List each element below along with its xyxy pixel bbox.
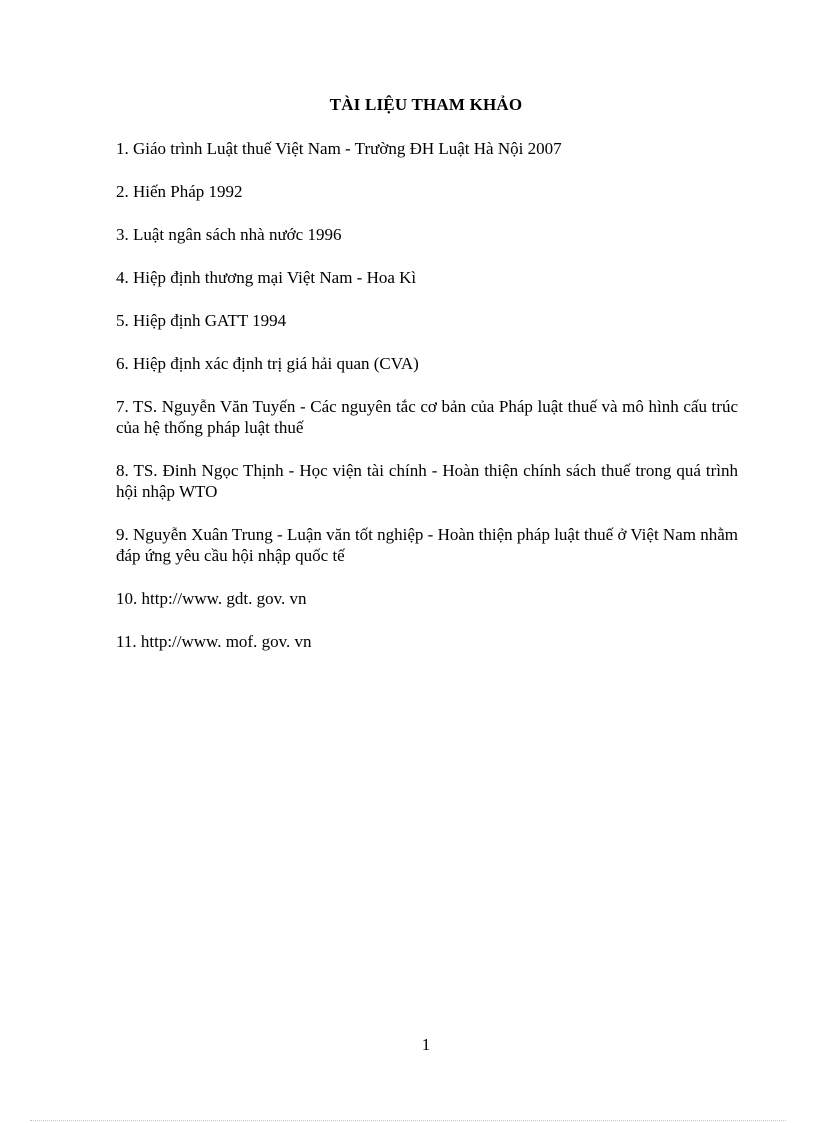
page-bottom-divider [30,1120,786,1121]
reference-item: 8. TS. Đinh Ngọc Thịnh - Học viện tài chính - Hoàn thiện chính sách thuế trong quá trình hội nhập WTO [116,461,738,501]
reference-item: 11. http://www. mof. gov. vn [116,632,312,651]
reference-item: 9. Nguyễn Xuân Trung - Luận văn tốt nghiệp - Hoàn thiện pháp luật thuế ở Việt Nam nhằm đáp ứng yêu cầu hội nhập quốc tế [116,525,738,565]
reference-item: 6. Hiệp định xác định trị giá hải quan (CVA) [116,354,419,373]
reference-item: 4. Hiệp định thương mại Việt Nam - Hoa Kì [116,268,417,287]
reference-item: 2. Hiến Pháp 1992 [116,182,243,201]
reference-item: 10. http://www. gdt. gov. vn [116,589,307,608]
reference-item: 5. Hiệp định GATT 1994 [116,311,287,330]
reference-item: 3. Luật ngân sách nhà nước 1996 [116,225,342,244]
reference-list [116,138,738,674]
page-number: 1 [421,1035,431,1054]
reference-item: 7. TS. Nguyễn Văn Tuyến - Các nguyên tắc cơ bản của Pháp luật thuế và mô hình cấu trúc của hệ thống pháp luật thuế [116,397,738,437]
page-title: TÀI LIỆU THAM KHẢO [329,95,523,114]
reference-item: 1. Giáo trình Luật thuế Việt Nam - Trường ĐH Luật Hà Nội 2007 [116,139,562,158]
